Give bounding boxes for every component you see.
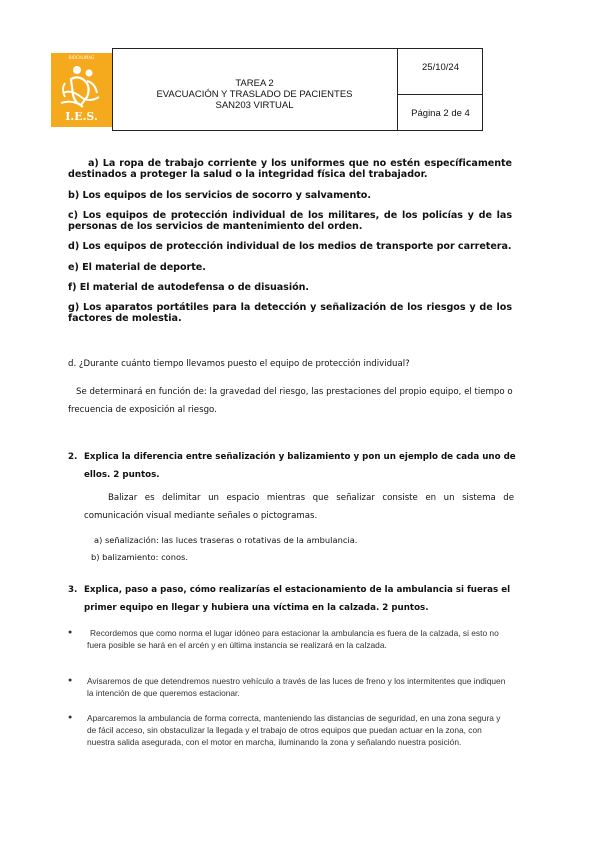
- list-item: a) La ropa de trabajo corriente y los uniformes que no estén específicamente destinados a proteger la salud o la integridad física del trabajador.: [68, 158, 512, 180]
- answer-d: Se determinará en función de: la gravedad del riesgo, las prestaciones del propio equipo, el tiempo o frecuencia de exposición al riesgo.: [68, 387, 513, 415]
- example-item: [91, 551, 188, 563]
- document-date: 25/10/24: [422, 62, 459, 73]
- question-number: 2.: [68, 452, 78, 462]
- list-item: d) Los equipos de protección individual de los medios de transporte por carretera.: [68, 241, 512, 252]
- list-item: f) El material de autodefensa o de disuasión.: [68, 282, 309, 293]
- answer-2: Balizar es delimitar un espacio mientras que señalizar consiste en un sistema de comunicación visual mediante señales o pictogramas.: [84, 493, 514, 521]
- logo-caption: BIOCALIMAG: [68, 55, 95, 60]
- bullet-icon: ●: [68, 714, 73, 721]
- example-label: b) balizamiento:: [91, 552, 159, 562]
- school-logo: [51, 53, 112, 127]
- title-line: TAREA 2: [235, 78, 274, 89]
- list-item: e) El material de deporte.: [68, 262, 206, 273]
- list-item: b) Los equipos de los servicios de socorro y salvamento.: [68, 190, 371, 201]
- bullet-text: Recordemos que como norma el lugar idóneo para estacionar la ambulancia es fuera de la calzada, si esto no fuera posible se hará en el arcén y en última instancia se realizará en la calzada.: [87, 628, 499, 650]
- title-line: SAN203 VIRTUAL: [215, 100, 294, 111]
- example-label: a) señalización:: [94, 535, 159, 545]
- list-item: g) Los aparatos portátiles para la detección y señalización de los riesgos y de los factores de molestia.: [68, 302, 512, 324]
- bullet-text: Avisaremos de que detendremos nuestro vehículo a través de las luces de freno y los intermitentes que indiquen la intención de que queremos estacionar.: [87, 676, 506, 698]
- bullet-icon: ●: [68, 677, 73, 684]
- list-item: c) Los equipos de protección individual de los militares, de los policías y de las personas de los servicios de mantenimiento del orden.: [68, 210, 512, 232]
- example-text: conos.: [161, 552, 188, 562]
- header-divider-horizontal: [397, 94, 483, 95]
- title-line: EVACUACIÓN Y TRASLADO DE PACIENTES: [156, 89, 353, 100]
- example-text: las luces traseras o rotativas de la ambulancia.: [161, 535, 358, 545]
- page-number: Página 2 de 4: [411, 108, 470, 119]
- example-item: [94, 534, 357, 546]
- document-title: [112, 78, 397, 111]
- question-d: d. ¿Durante cuánto tiempo llevamos puesto el equipo de protección individual?: [68, 359, 410, 369]
- bullet-icon: ●: [68, 629, 73, 636]
- bullet-text: Aparcaremos la ambulancia de forma correcta, manteniendo las distancias de seguridad, en una zona segura y de fácil acceso, sin obstaculizar la llegada y el trabajo de otros equipos que puedan actuar en la zona, con nuestra salida asegurada, con el motor en marcha, iluminando la zona y señalando nuestra posición.: [87, 713, 501, 747]
- question-number: 3.: [68, 585, 78, 595]
- question-text: Explica la diferencia entre señalización y balizamiento y pon un ejemplo de cada uno de ellos. 2 puntos.: [84, 452, 516, 480]
- question-text: Explica, paso a paso, cómo realizarías el estacionamiento de la ambulancia si fueras el primer equipo en llegar y hubiera una víctima en la calzada. 2 puntos.: [84, 585, 511, 613]
- logo-ies: I.E.S.: [65, 110, 98, 123]
